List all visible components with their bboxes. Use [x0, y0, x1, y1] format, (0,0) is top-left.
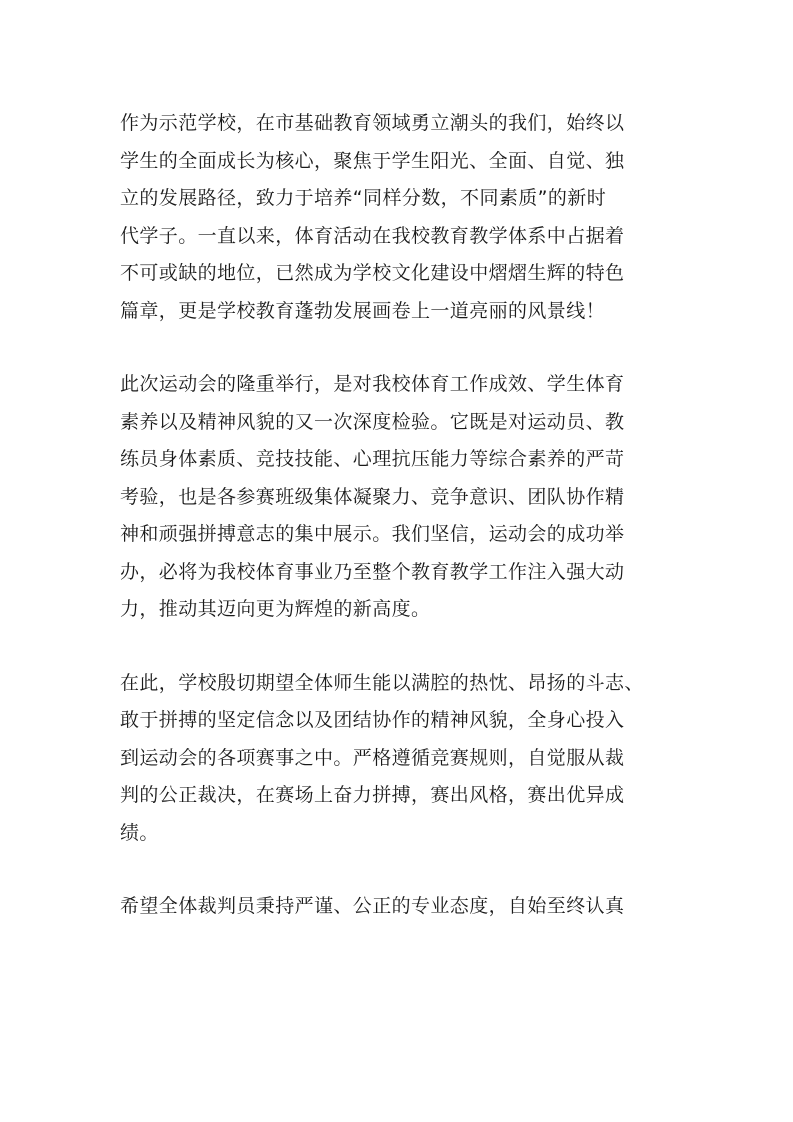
paragraph-1 [120, 105, 685, 330]
text-line: 考验，也是各参赛班级集体凝聚力、竞争意识、团队协作精 [120, 485, 625, 508]
text-line: 办，必将为我校体育事业乃至整个教育教学工作注入强大动 [120, 560, 625, 583]
text-line: 判的公正裁决，在赛场上奋力拼搏，赛出风格，赛出优异成 [120, 784, 625, 806]
text-line: 作为示范学校，在市基础教育领域勇立潮头的我们，始终以 [120, 112, 625, 134]
text-line: 篇章，更是学校教育蓬勃发展画卷上一道亮丽的风景线！ [120, 299, 606, 322]
text-line: 此次运动会的隆重举行，是对我校体育工作成效、学生体育 [120, 373, 625, 395]
document-body [120, 105, 685, 962]
text-line: 立的发展路径，致力于培养“同样分数，不同素质”的新时 [120, 187, 607, 209]
text-line: 神和顽强拼搏意志的集中展示。我们坚信，运动会的成功举 [120, 523, 625, 545]
text-line: 在此，学校殷切期望全体师生能以满腔的热忱、昂扬的斗志、 [120, 671, 644, 694]
text-line: 希望全体裁判员秉持严谨、公正的专业态度，自始至终认真 [120, 895, 625, 917]
text-line: 素养以及精神风貌的又一次深度检验。它既是对运动员、教 [120, 410, 625, 433]
paragraph-2 [120, 366, 685, 629]
text-line: 绩。 [120, 821, 159, 844]
text-line: 不可或缺的地位，已然成为学校文化建设中熠熠生辉的特色 [120, 262, 625, 284]
text-line: 练员身体素质、竞技技能、心理抗压能力等综合素养的严苛 [120, 448, 625, 470]
text-line: 到运动会的各项赛事之中。严格遵循竞赛规则，自觉服从裁 [120, 746, 625, 769]
paragraph-4 [120, 888, 685, 926]
paragraph-3 [120, 665, 685, 853]
text-line: 学生的全面成长为核心，聚焦于学生阳光、全面、自觉、独 [120, 149, 625, 172]
text-line: 力，推动其迈向更为辉煌的新高度。 [120, 598, 431, 620]
text-line: 敢于拼搏的坚定信念以及团结协作的精神风貌，全身心投入 [120, 709, 625, 731]
text-line: 代学子。一直以来，体育活动在我校教育教学体系中占据着 [120, 224, 625, 247]
